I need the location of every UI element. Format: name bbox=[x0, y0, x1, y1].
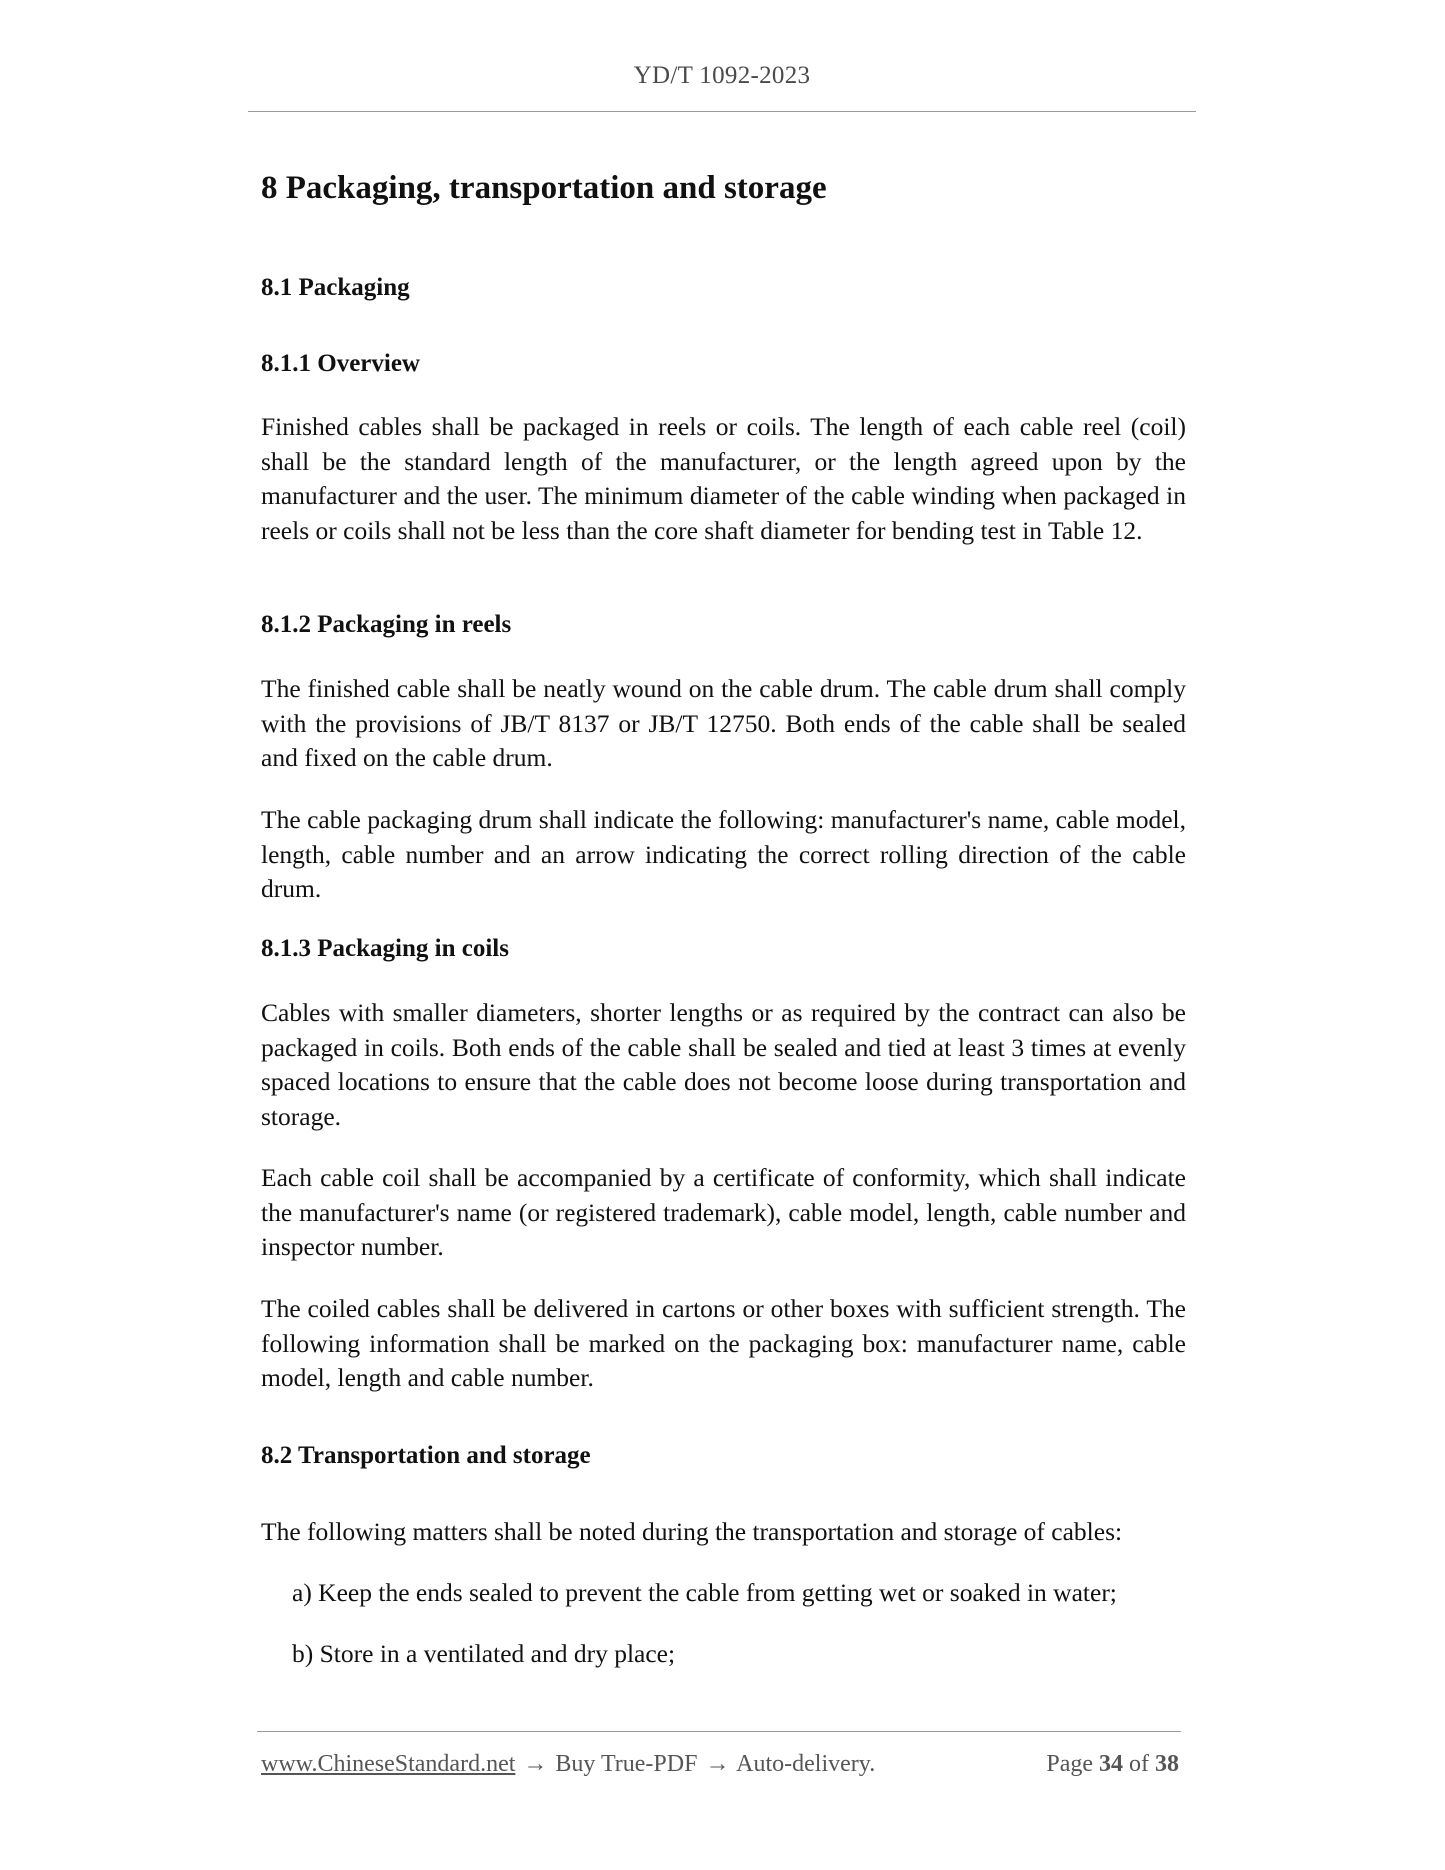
footer-left bbox=[261, 1751, 875, 1778]
page-label: Page bbox=[1046, 1751, 1093, 1777]
paragraph-overview: Finished cables shall be packaged in reels or coils. The length of each cable reel (coil) shall be the standard length of the manufacturer, or the length agreed upon by the manufacturer and the user. The minimum diameter of the cable winding when packaged in reels or coils shall not be less than the core shaft diameter for bending test in Table 12. bbox=[261, 412, 1186, 545]
arrow-right-icon: → bbox=[705, 1751, 730, 1777]
heading-overview: 8.1.1 Overview bbox=[261, 350, 420, 377]
paragraph-coils-3: The coiled cables shall be delivered in cartons or other boxes with sufficient strength. The following information shall be marked on the packaging box: manufacturer name, cable model, length and cable number. bbox=[261, 1294, 1186, 1393]
paragraph-reels-2: The cable packaging drum shall indicate the following: manufacturer's name, cable model, length, cable number and an arrow indicating the correct rolling direction of the cable drum. bbox=[261, 805, 1186, 904]
page-indicator bbox=[1046, 1751, 1179, 1778]
header-divider bbox=[248, 111, 1196, 112]
page-header-doc-id: YD/T 1092-2023 bbox=[633, 62, 811, 89]
heading-packaging-in-reels: 8.1.2 Packaging in reels bbox=[261, 611, 512, 638]
page-of-label: of bbox=[1129, 1751, 1149, 1777]
arrow-right-icon: → bbox=[523, 1751, 548, 1777]
page-current: 34 bbox=[1099, 1751, 1123, 1777]
heading-packaging: 8.1 Packaging bbox=[261, 274, 410, 301]
auto-delivery-text: Auto-delivery. bbox=[736, 1751, 876, 1777]
paragraph-coils-1: Cables with smaller diameters, shorter lengths or as required by the contract can also be packaged in coils. Both ends of the cable shall be sealed and tied at least 3 times at evenly spaced locations to ensure that the cable does not become loose during transportation and storage. bbox=[261, 998, 1186, 1131]
page-total: 38 bbox=[1155, 1751, 1179, 1777]
paragraph-reels-1: The finished cable shall be neatly wound on the cable drum. The cable drum shall comply with the provisions of JB/T 8137 or JB/T 12750. Both ends of the cable shall be sealed and fixed on the cable drum. bbox=[261, 674, 1186, 773]
list-item: a) Keep the ends sealed to prevent the cable from getting wet or soaked in water; bbox=[292, 1578, 1117, 1607]
list-item: b) Store in a ventilated and dry place; bbox=[292, 1639, 676, 1668]
page-footer bbox=[261, 1751, 1179, 1778]
paragraph-transport-intro: The following matters shall be noted during the transportation and storage of cables: bbox=[261, 1517, 1123, 1546]
buy-true-pdf-text: Buy True-PDF bbox=[555, 1751, 698, 1777]
heading-transportation-and-storage: 8.2 Transportation and storage bbox=[261, 1442, 591, 1469]
site-link[interactable]: www.ChineseStandard.net bbox=[261, 1751, 516, 1777]
footer-divider bbox=[257, 1731, 1181, 1732]
paragraph-coils-2: Each cable coil shall be accompanied by a certificate of conformity, which shall indicate the manufacturer's name (or registered trademark), cable model, length, cable number and inspector number. bbox=[261, 1163, 1186, 1262]
section-title: 8 Packaging, transportation and storage bbox=[261, 170, 827, 206]
heading-packaging-in-coils: 8.1.3 Packaging in coils bbox=[261, 935, 509, 962]
